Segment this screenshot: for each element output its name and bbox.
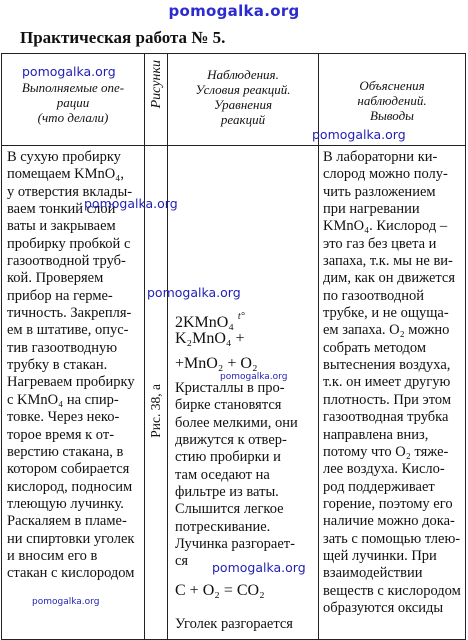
text-line: по газоотводной: [323, 287, 425, 304]
text-line: потому что O₂ тяже-: [323, 443, 449, 460]
text-line: ся: [175, 553, 189, 570]
text-line: образуются оксиды: [323, 599, 444, 616]
text-line: зать с помощью тлею-: [323, 530, 461, 547]
text-line: собрать методом: [323, 339, 427, 356]
text-line: В лабораторни ки-: [323, 149, 438, 165]
text-line: более мелкими, они: [175, 414, 298, 431]
text-line: газоотводная трубка: [323, 409, 449, 426]
watermark: pomogalka.org: [312, 127, 406, 142]
header-col1-line: (что делали): [37, 110, 109, 125]
text-line: это газ без цвета и: [323, 235, 437, 252]
header-col1-line: Выполняемые опе-: [21, 80, 125, 95]
header-col-figures: [145, 54, 168, 146]
header-col2-label: Рисунки: [148, 60, 164, 109]
text-line: газоотводной труб-: [7, 253, 126, 270]
text-line: взаимодействии: [323, 565, 423, 582]
operations-cell: [2, 146, 145, 640]
text-line: веществ с кислородом: [323, 582, 461, 599]
text-line: фильтре из ваты.: [175, 484, 279, 501]
watermark: pomogalka.org: [212, 560, 306, 575]
text-line: запаха, т.к. мы не ви-: [323, 253, 453, 270]
text-line: Слышится легкое: [175, 501, 284, 518]
text-line: и вносим его в: [7, 547, 98, 564]
text-line: ваты и закрываем: [7, 218, 116, 235]
watermark: pomogalka.org: [22, 64, 116, 79]
header-col3-line: Наблюдения.: [207, 67, 279, 82]
text-line: кислород, подносим: [7, 478, 133, 495]
text-line: там оседают на: [175, 466, 270, 483]
text-line: кой. Проверяем: [7, 270, 104, 287]
text-line: при нагревании: [323, 201, 420, 218]
watermark: pomogalka.org: [147, 285, 241, 300]
text-line: верстию стакана, в: [7, 443, 124, 460]
header-col4-line: Объяснения: [359, 78, 425, 93]
text-line: лее воздуха. Кисло-: [323, 461, 445, 478]
text-line: с KMnO₄ на спир-: [7, 391, 119, 408]
page-title: Практическая работа № 5.: [20, 28, 226, 47]
text-line: чить разложением: [323, 183, 436, 200]
text-line: стию пробирки и: [175, 449, 281, 466]
equation-carbon-text: C + O₂ = CO₂: [175, 582, 265, 599]
observations-text: [175, 380, 317, 571]
text-line: ем в штативе, опус-: [7, 322, 129, 339]
text-line: KMnO₄. Кислород –: [323, 218, 448, 235]
text-line: наличие можно дока-: [323, 513, 455, 530]
header-col4-line: наблюдений.: [357, 93, 427, 108]
text-line: прибор на герме-: [7, 287, 113, 304]
text-line: тлеющую лучинку.: [7, 495, 124, 512]
text-line: тичность. Закрепля-: [7, 305, 132, 322]
text-line: трубке, и не ощуща-: [323, 305, 449, 322]
text-line: направлена вниз,: [323, 426, 429, 443]
text-line: плотность. При этом: [323, 391, 452, 408]
watermark: pomogalka.org: [32, 597, 100, 607]
equation-products-1: [175, 328, 245, 350]
watermark-top: pomogalka.org: [168, 2, 300, 20]
text-line: Кристаллы в про-: [175, 380, 285, 396]
watermark: pomogalka.org: [220, 372, 288, 382]
text-line: щей лучинки. При: [323, 547, 437, 564]
text-line: В сухую пробирку: [7, 149, 121, 165]
header-col-observations: [168, 54, 319, 146]
text-line: ем запаха. O₂ можно: [323, 322, 450, 339]
text-line: дим, как он движется: [323, 270, 455, 287]
watermark: pomogalka.org: [84, 196, 178, 211]
text-line: котором собирается: [7, 461, 130, 478]
text-line: тив газоотводную: [7, 339, 118, 356]
text-line: товке. Через неко-: [7, 409, 120, 426]
text-line: ваем тонкий слой: [7, 201, 116, 218]
header-col4-line: Выводы: [370, 108, 414, 123]
text-line: помещаем KMnO₄,: [7, 166, 124, 183]
equation-line2: K₂MnO₄ +: [175, 330, 245, 347]
text-line: вытеснения воздуха,: [323, 357, 451, 374]
text-line: ни спиртовки уголек: [7, 530, 135, 547]
text-line: т.к. он имеет другую: [323, 374, 451, 391]
header-col3-line: реакций: [220, 112, 266, 127]
text-line: горение, поэтому его: [323, 495, 453, 512]
text-line: бирке становятся: [175, 397, 282, 414]
header-col3-line: Уравнения: [213, 97, 273, 112]
text-line: род поддерживает: [323, 478, 435, 495]
equation-line1: 2KMnO₄: [175, 314, 234, 331]
operations-text: [2, 146, 144, 583]
text-line: стакан с кислородом: [7, 565, 135, 582]
text-line: потрескивание.: [175, 518, 271, 535]
equation-line3: +MnO₂ + O₂: [175, 355, 258, 372]
text-line: пробирку пробкой с: [7, 235, 131, 252]
text-line: Нагреваем пробирку: [7, 374, 135, 391]
text-line: Лучинка разгорает-: [175, 536, 295, 553]
text-line: Раскаляем в пламе-: [7, 513, 127, 530]
text-line: движутся к отвер-: [175, 432, 287, 449]
observations-last: Уголек разгорается: [175, 616, 293, 632]
text-line: торое время к от-: [7, 426, 115, 443]
header-col1-line: рации: [56, 95, 90, 110]
header-col3-line: Условия реакций.: [195, 82, 291, 97]
explanations-cell: [319, 146, 466, 640]
figure-label: Рис. 38, а: [148, 384, 163, 438]
text-line: слород можно полу-: [323, 166, 448, 183]
text-line: трубку в стакан.: [7, 357, 108, 374]
equation-carbon: [175, 580, 265, 602]
equation-condition: t°: [237, 311, 245, 322]
figures-cell: [145, 146, 168, 640]
text-line: у отверстия вклады-: [7, 183, 133, 200]
explanations-text: [319, 146, 465, 617]
